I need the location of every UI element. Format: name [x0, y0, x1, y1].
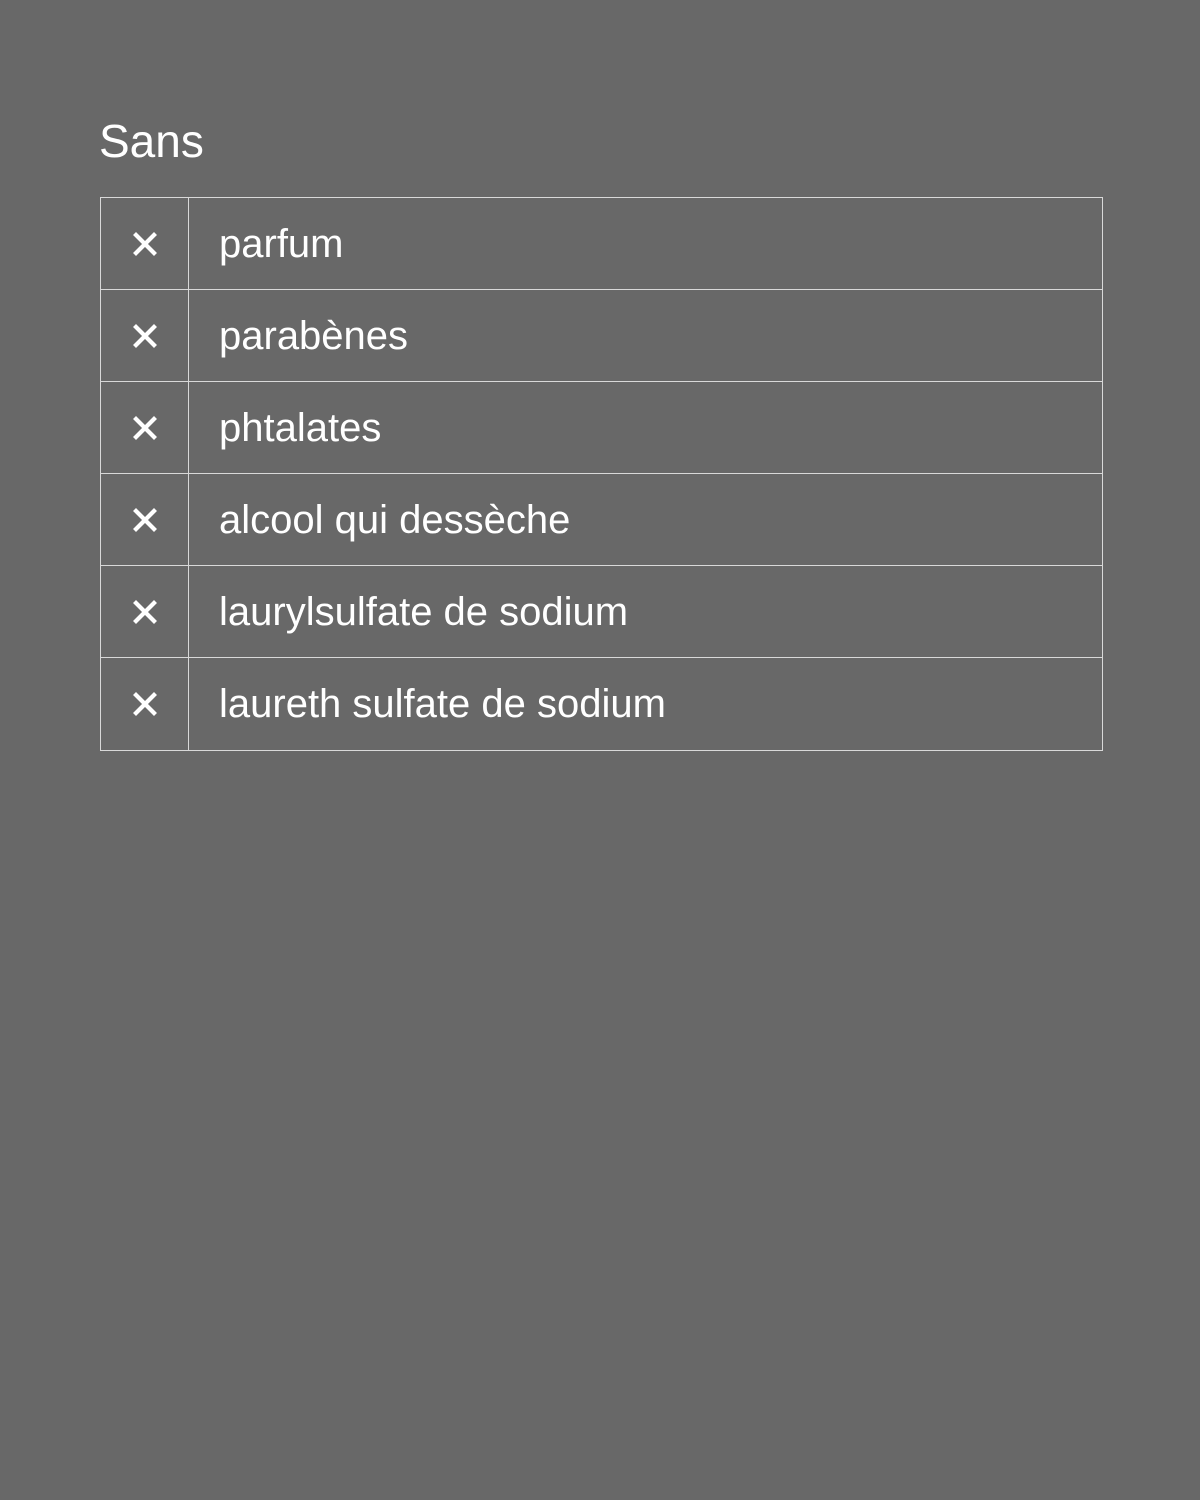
close-icon [133, 692, 157, 716]
icon-cell [101, 474, 189, 565]
ingredient-label: laurylsulfate de sodium [219, 589, 629, 634]
ingredient-label: parfum [219, 221, 344, 266]
icon-cell [101, 382, 189, 473]
table-row [101, 290, 1102, 382]
icon-cell [101, 658, 189, 750]
table-row [101, 474, 1102, 566]
exclusion-table [100, 197, 1103, 751]
table-row [101, 382, 1102, 474]
icon-cell [101, 566, 189, 657]
close-icon [133, 324, 157, 348]
close-icon [133, 232, 157, 256]
table-row [101, 658, 1102, 750]
ingredient-label: laureth sulfate de sodium [219, 682, 666, 726]
ingredient-label: parabènes [219, 313, 409, 358]
icon-cell [101, 198, 189, 289]
table-row [101, 566, 1102, 658]
section-title: Sans [99, 115, 204, 167]
table-row [101, 198, 1102, 290]
close-icon [133, 508, 157, 532]
ingredient-label: phtalates [219, 405, 382, 450]
close-icon [133, 416, 157, 440]
ingredient-label: alcool qui dessèche [219, 497, 571, 542]
close-icon [133, 600, 157, 624]
icon-cell [101, 290, 189, 381]
